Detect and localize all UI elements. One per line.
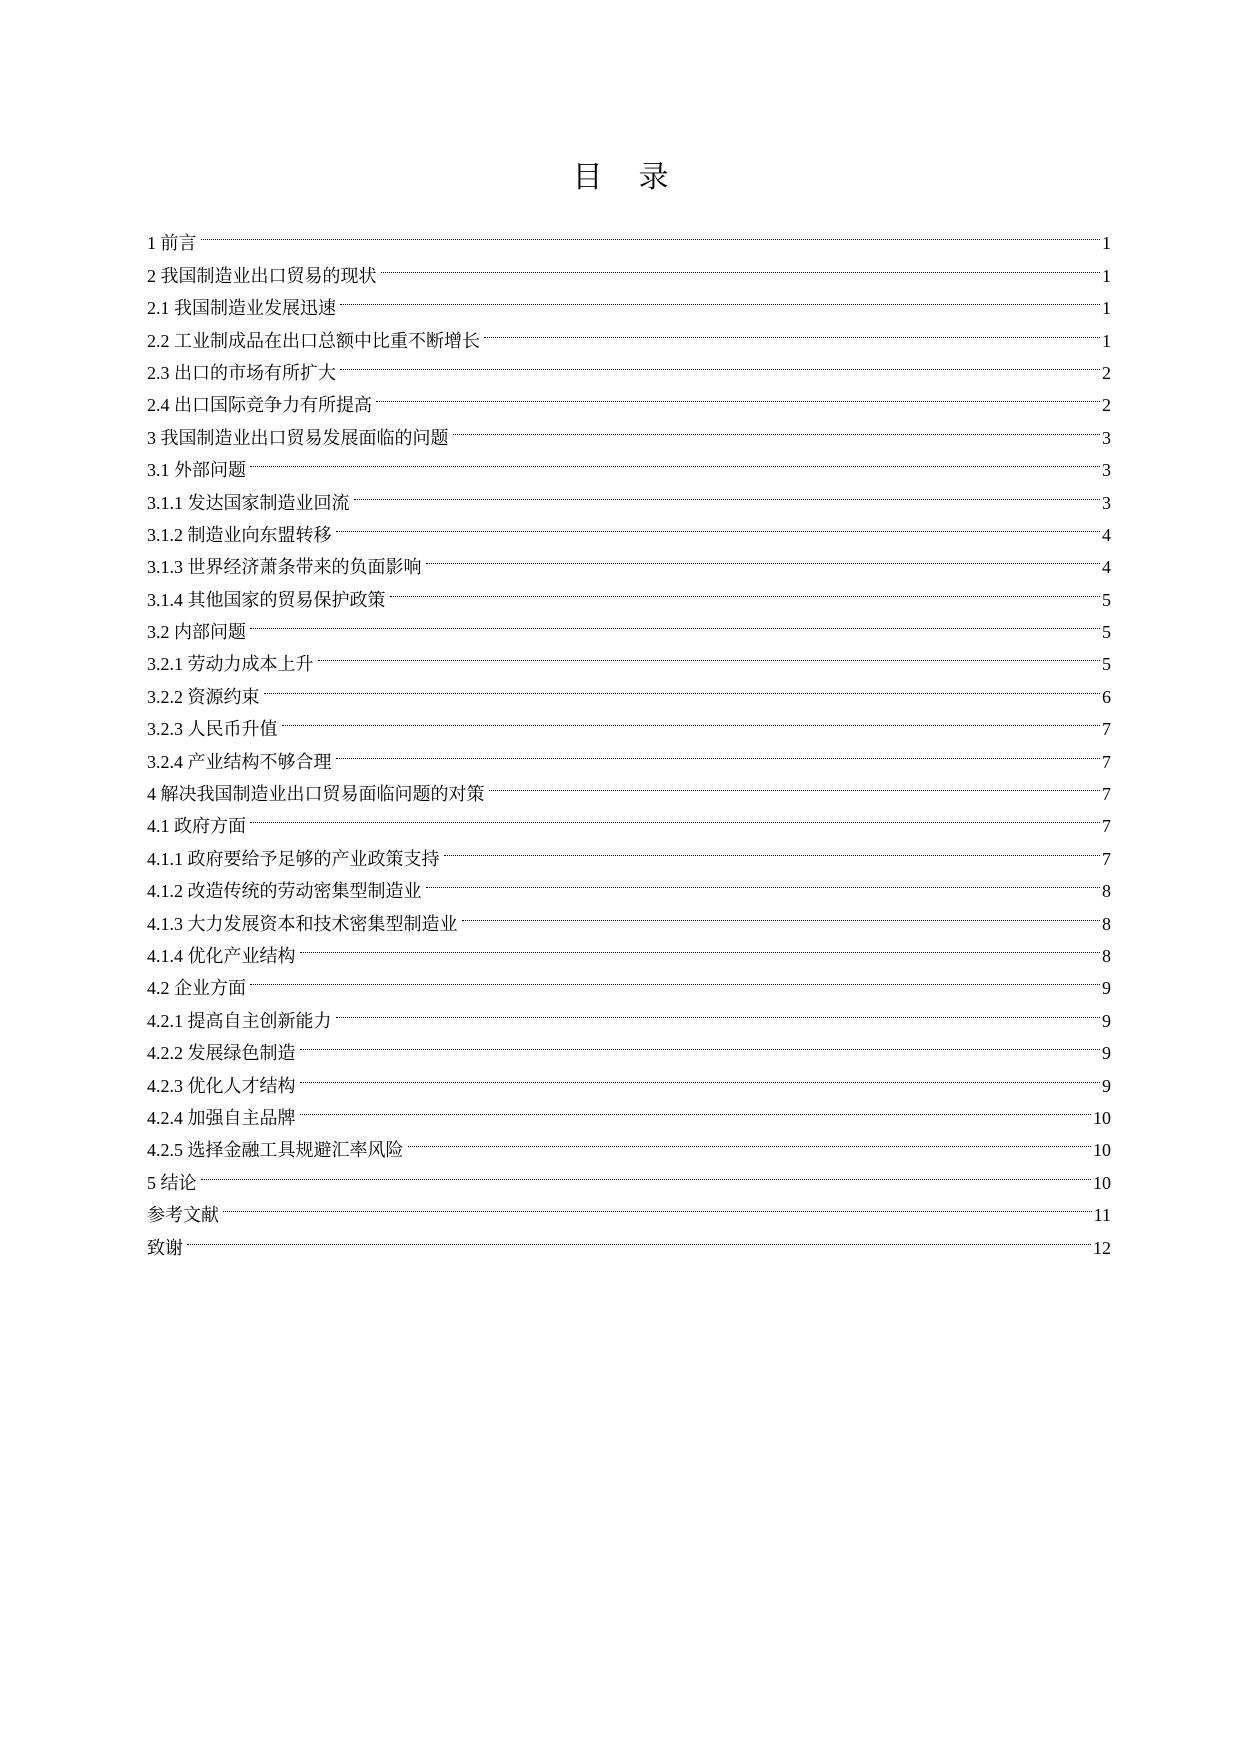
toc-dot-leader <box>336 994 1101 1026</box>
toc-entry[interactable] <box>147 1156 1111 1193</box>
toc-entry-label: 4.1 政府方面 <box>147 810 250 842</box>
toc-dot-leader <box>300 930 1101 962</box>
toc-entry-label: 4.1.2 改造传统的劳动密集型制造业 <box>147 875 426 907</box>
toc-entry-label: 3.2.1 劳动力成本上升 <box>147 648 318 680</box>
toc-entry-label: 3 我国制造业出口贸易发展面临的问题 <box>147 422 453 454</box>
toc-entry-page-number: 12 <box>1093 1237 1111 1258</box>
toc-entry-page-number: 9 <box>1102 978 1111 999</box>
toc-entry-label: 3.1.4 其他国家的贸易保护政策 <box>147 584 390 616</box>
toc-entry-page-number: 7 <box>1102 816 1111 837</box>
toc-entry[interactable] <box>147 703 1111 740</box>
toc-entry-page-number: 2 <box>1102 395 1111 416</box>
toc-entry-label: 4.1.4 优化产业结构 <box>147 940 300 972</box>
toc-entry[interactable] <box>147 832 1111 869</box>
toc-entry-page-number: 3 <box>1102 427 1111 448</box>
toc-entry-label: 3.2.2 资源约束 <box>147 681 264 713</box>
toc-entry-label: 4.2.3 优化人才结构 <box>147 1070 300 1102</box>
toc-dot-leader <box>187 1221 1091 1253</box>
toc-entry-label: 3.2.3 人民币升值 <box>147 713 282 745</box>
toc-entry-page-number: 11 <box>1093 1205 1111 1226</box>
toc-dot-leader <box>264 670 1101 702</box>
toc-dot-leader <box>250 962 1100 994</box>
toc-dot-leader <box>336 735 1101 767</box>
toc-entry-page-number: 7 <box>1102 751 1111 772</box>
toc-entry-page-number: 10 <box>1093 1107 1111 1128</box>
toc-entry-label: 4.1.3 大力发展资本和技术密集型制造业 <box>147 908 462 940</box>
toc-entry-page-number: 5 <box>1102 622 1111 643</box>
toc-entry-label: 2.2 工业制成品在出口总额中比重不断增长 <box>147 325 484 357</box>
toc-dot-leader <box>201 1156 1092 1188</box>
toc-entry-page-number: 5 <box>1102 589 1111 610</box>
toc-entry-page-number: 1 <box>1102 330 1111 351</box>
toc-dot-leader <box>484 314 1100 346</box>
toc-entry-page-number: 3 <box>1102 492 1111 513</box>
toc-entry[interactable] <box>147 1189 1111 1226</box>
toc-entry-page-number: 7 <box>1102 719 1111 740</box>
toc-entry[interactable] <box>147 638 1111 675</box>
page-title <box>0 158 1241 198</box>
toc-dot-leader <box>381 249 1101 281</box>
toc-dot-leader <box>408 1124 1092 1156</box>
toc-entry-label: 4.2.2 发展绿色制造 <box>147 1037 300 1069</box>
toc-entry[interactable] <box>147 217 1111 254</box>
toc-entry-label: 3.2 内部问题 <box>147 616 250 648</box>
toc-entry-label: 1 前言 <box>147 227 201 259</box>
toc-dot-leader <box>318 638 1101 670</box>
toc-entry-label: 3.1.1 发达国家制造业回流 <box>147 487 354 519</box>
toc-entry-page-number: 7 <box>1102 848 1111 869</box>
toc-dot-leader <box>300 1092 1092 1124</box>
toc-entry-page-number: 8 <box>1102 945 1111 966</box>
toc-dot-leader <box>340 282 1100 314</box>
toc-entry[interactable] <box>147 444 1111 481</box>
toc-dot-leader <box>340 347 1100 379</box>
toc-dot-leader <box>300 1059 1101 1091</box>
toc-entry-page-number: 3 <box>1102 460 1111 481</box>
toc-entry-label: 3.1.2 制造业向东盟转移 <box>147 519 336 551</box>
toc-entry-label: 4.2.1 提高自主创新能力 <box>147 1005 336 1037</box>
toc-entry-page-number: 4 <box>1102 524 1111 545</box>
toc-entry-label: 3.1 外部问题 <box>147 454 250 486</box>
toc-dot-leader <box>250 800 1100 832</box>
toc-entry-page-number: 1 <box>1102 265 1111 286</box>
toc-entry-page-number: 6 <box>1102 686 1111 707</box>
toc-entry-page-number: 1 <box>1102 233 1111 254</box>
toc-entry-page-number: 9 <box>1102 1010 1111 1031</box>
toc-entry-page-number: 2 <box>1102 362 1111 383</box>
toc-entry-page-number: 1 <box>1102 298 1111 319</box>
toc-entry[interactable] <box>147 476 1111 513</box>
toc-entry-label: 2.4 出口国际竞争力有所提高 <box>147 389 376 421</box>
title-char-2: 录 <box>638 160 669 195</box>
toc-dot-leader <box>376 379 1100 411</box>
toc-dot-leader <box>426 865 1101 897</box>
toc-entry[interactable] <box>147 606 1111 643</box>
toc-entry-page-number: 10 <box>1093 1140 1111 1161</box>
toc-entry[interactable] <box>147 962 1111 999</box>
toc-dot-leader <box>453 411 1101 443</box>
toc-entry-label: 4 解决我国制造业出口贸易面临问题的对策 <box>147 778 489 810</box>
toc-entry-page-number: 10 <box>1093 1172 1111 1193</box>
toc-entry-label: 4.1.1 政府要给予足够的产业政策支持 <box>147 843 444 875</box>
toc-entry-label: 4.2.5 选择金融工具规避汇率风险 <box>147 1134 408 1166</box>
toc-entry-label: 致谢 <box>147 1232 187 1264</box>
toc-entry-label: 4.2 企业方面 <box>147 972 250 1004</box>
toc-entry-page-number: 8 <box>1102 913 1111 934</box>
toc-dot-leader <box>250 444 1100 476</box>
toc-entry-label: 5 结论 <box>147 1167 201 1199</box>
toc-entry-label: 3.1.3 世界经济萧条带来的负面影响 <box>147 551 426 583</box>
toc-dot-leader <box>201 217 1101 249</box>
toc-entry-label: 3.2.4 产业结构不够合理 <box>147 746 336 778</box>
toc-entry-label: 4.2.4 加强自主品牌 <box>147 1102 300 1134</box>
toc-dot-leader <box>354 476 1101 508</box>
toc-entry[interactable] <box>147 994 1111 1031</box>
toc-entry-page-number: 7 <box>1102 784 1111 805</box>
toc-entry-page-number: 9 <box>1102 1075 1111 1096</box>
toc-dot-leader <box>223 1189 1092 1221</box>
toc-entry-page-number: 9 <box>1102 1043 1111 1064</box>
toc-entry[interactable] <box>147 800 1111 837</box>
table-of-contents <box>147 217 1111 1258</box>
toc-dot-leader <box>336 509 1101 541</box>
toc-entry-page-number: 8 <box>1102 881 1111 902</box>
toc-entry[interactable] <box>147 249 1111 286</box>
toc-dot-leader <box>489 768 1101 800</box>
toc-entry[interactable] <box>147 1221 1111 1258</box>
toc-entry-label: 2.1 我国制造业发展迅速 <box>147 292 340 324</box>
toc-entry[interactable] <box>147 670 1111 707</box>
toc-entry-page-number: 5 <box>1102 654 1111 675</box>
toc-dot-leader <box>282 703 1101 735</box>
toc-dot-leader <box>250 606 1100 638</box>
toc-entry-page-number: 4 <box>1102 557 1111 578</box>
toc-dot-leader <box>390 573 1101 605</box>
toc-dot-leader <box>462 897 1101 929</box>
toc-dot-leader <box>426 541 1101 573</box>
toc-entry-label: 2.3 出口的市场有所扩大 <box>147 357 340 389</box>
toc-entry-label: 参考文献 <box>147 1199 223 1231</box>
toc-dot-leader <box>444 832 1101 864</box>
toc-entry-label: 2 我国制造业出口贸易的现状 <box>147 260 381 292</box>
toc-dot-leader <box>300 1027 1101 1059</box>
toc-entry[interactable] <box>147 735 1111 772</box>
title-char-1: 目 <box>572 160 603 195</box>
